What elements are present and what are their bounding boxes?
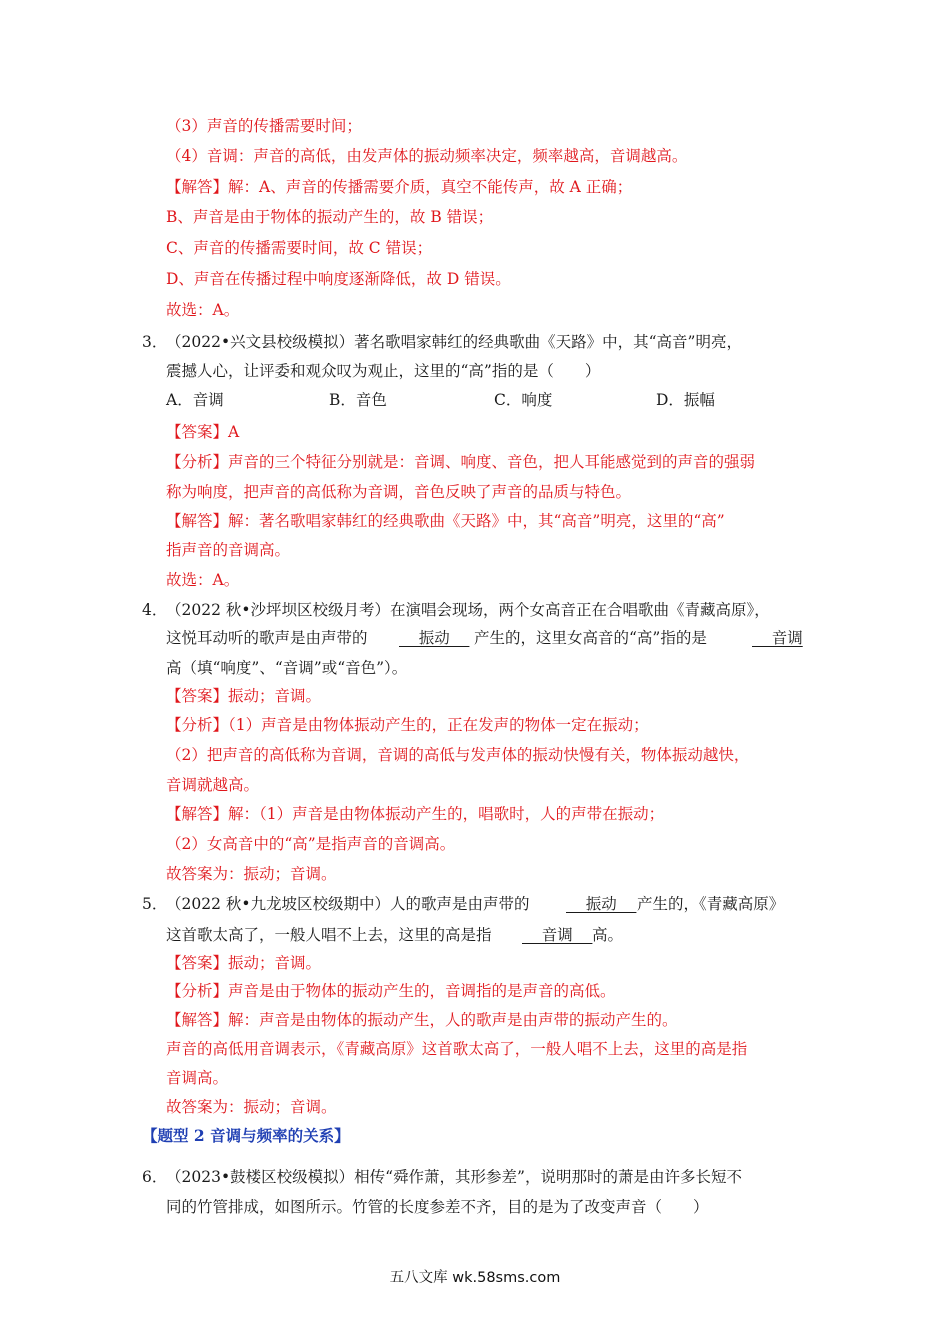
option-c: C．响度: [494, 391, 553, 409]
text-line: （3）声音的传播需要时间；: [166, 117, 362, 135]
section-heading: 【题型 2 音调与频率的关系】: [142, 1126, 350, 1145]
question-text: 高（填“响度”、“音调”或“音色”）。: [166, 659, 408, 677]
text-line: D、声音在传播过程中响度逐渐降低，故 D 错误。: [166, 270, 511, 288]
blank-answer: 振动: [566, 895, 637, 913]
question-text: （2022•兴文县校级模拟）著名歌唱家韩红的经典歌曲《天路》中，其“高音”明亮，: [166, 333, 742, 351]
analysis-line: 称为响度，把声音的高低称为音调，音色反映了声音的品质与特色。: [166, 483, 632, 501]
blank-answer: 音调: [752, 629, 803, 647]
question-text: （2022 秋•九龙坡区校级期中）人的歌声是由声带的: [166, 895, 530, 913]
question-text: 产生的，《青藏高原》: [637, 895, 785, 913]
text-line: 【解答】解：A、声音的传播需要介质，真空不能传声，故 A 正确；: [166, 178, 633, 196]
analysis-line: 【分析】（1）声音是由物体振动产生的，正在发声的物体一定在振动；: [166, 716, 649, 734]
question-text: （2023•鼓楼区校级模拟）相传“舜作萧，其形参差”，说明那时的萧是由许多长短不: [166, 1168, 742, 1186]
text-line: 故选：A。: [166, 301, 240, 319]
question-text: 产生的，这里女高音的“高”指的是: [474, 629, 707, 647]
analysis-line: 【分析】声音的三个特征分别就是：音调、响度、音色，把人耳能感觉到的声音的强弱: [166, 453, 756, 471]
option-d: D．振幅: [656, 391, 715, 409]
solution-line: （2）女高音中的“高”是指声音的音调高。: [166, 835, 456, 853]
page-footer: 五八文库 wk.58sms.com: [389, 1270, 561, 1286]
question-text: （2022 秋•沙坪坝区校级月考）在演唱会现场，两个女高音正在合唱歌曲《青藏高原》，: [166, 601, 770, 619]
solution-line: 【解答】解：声音是由物体的振动产生，人的歌声是由声带的振动产生的。: [166, 1011, 678, 1029]
solution-line: 故选：A。: [166, 571, 240, 589]
solution-line: 故答案为：振动；音调。: [166, 1098, 337, 1116]
analysis-line: 音调就越高。: [166, 776, 260, 794]
option-a: A．音调: [166, 391, 224, 409]
question-text: 高。: [592, 926, 624, 944]
analysis-line: （2）把声音的高低称为音调，音调的高低与发声体的振动快慢有关，物体振动越快，: [166, 746, 750, 764]
analysis-line: 【分析】声音是由于物体的振动产生的，音调指的是声音的高低。: [166, 982, 616, 1000]
solution-line: 声音的高低用音调表示，《青藏高原》这首歌太高了，一般人唱不上去，这里的高是指: [166, 1040, 748, 1058]
text-line: B、声音是由于物体的振动产生的，故 B 错误；: [166, 208, 494, 226]
solution-line: 指声音的音调高。: [166, 541, 291, 559]
question-text: 这悦耳动听的歌声是由声带的: [166, 629, 368, 647]
question-text: 同的竹管排成，如图所示。竹管的长度参差不齐，目的是为了改变声音（ ）: [166, 1198, 709, 1216]
solution-line: 【解答】解：（1）声音是由物体振动产生的，唱歌时，人的声带在振动；: [166, 805, 665, 823]
question-number: 3．: [142, 333, 168, 351]
answer-line: 【答案】A: [166, 423, 240, 441]
question-number: 5．: [142, 895, 168, 913]
question-number: 4．: [142, 601, 168, 619]
answer-line: 【答案】振动；音调。: [166, 687, 322, 705]
text-line: （4）音调：声音的高低，由发声体的振动频率决定，频率越高，音调越高。: [166, 147, 688, 165]
question-text: 这首歌太高了，一般人唱不上去，这里的高是指: [166, 926, 492, 944]
question-text: 震撼人心，让评委和观众叹为观止，这里的“高”指的是（ ）: [166, 362, 601, 380]
blank-answer: 音调: [522, 926, 593, 944]
answer-line: 【答案】振动；音调。: [166, 954, 322, 972]
text-line: C、声音的传播需要时间，故 C 错误；: [166, 239, 433, 257]
solution-line: 【解答】解：著名歌唱家韩红的经典歌曲《天路》中，其“高音”明亮，这里的“高”: [166, 512, 725, 530]
solution-line: 音调高。: [166, 1069, 229, 1087]
question-number: 6．: [142, 1168, 168, 1186]
option-b: B．音色: [329, 391, 387, 409]
blank-answer: 振动: [399, 629, 470, 647]
solution-line: 故答案为：振动；音调。: [166, 865, 337, 883]
